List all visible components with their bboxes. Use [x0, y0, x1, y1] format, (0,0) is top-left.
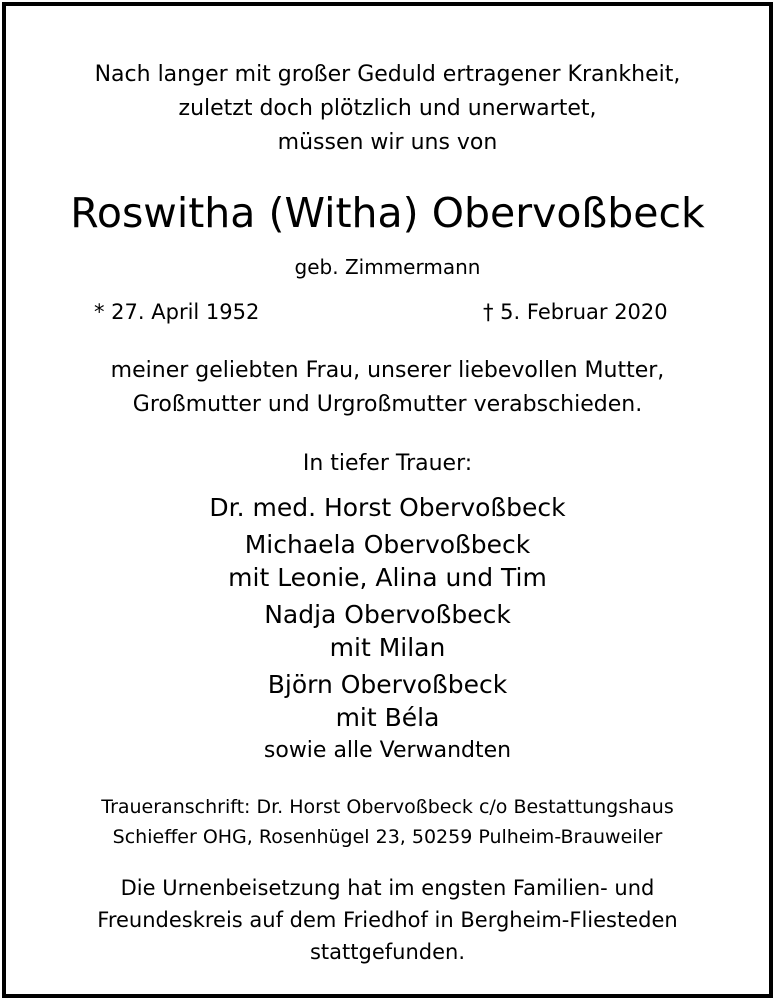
other-relatives: sowie alle Verwandten	[263, 738, 512, 763]
mourner-name: Dr. med. Horst Obervoßbeck	[209, 493, 566, 522]
burial-line-3: stattgefunden.	[309, 940, 465, 964]
mourner-group	[6, 598, 769, 664]
burial-line-1: Die Urnenbeisetzung hat im engsten Familien- und	[120, 876, 655, 900]
mourner-group	[6, 528, 769, 594]
mourners-list	[6, 491, 769, 738]
farewell-line-1: meiner geliebten Frau, unserer liebevollen Mutter,	[110, 358, 665, 383]
obituary-notice	[2, 2, 773, 998]
mourner-name: Nadja Obervoßbeck	[264, 600, 511, 629]
burial-line-2: Freundeskreis auf dem Friedhof in Bergheim-Fliesteden	[97, 908, 678, 932]
burial-note	[6, 872, 769, 968]
mourner-relatives: mit Béla	[335, 703, 440, 732]
intro-line-3: müssen wir uns von	[277, 130, 498, 155]
mourner-group	[6, 668, 769, 734]
mourning-heading: In tiefer Trauer:	[302, 451, 473, 476]
deceased-name: Roswitha (Witha) Obervoßbeck	[70, 189, 705, 237]
intro-line-2: zuletzt doch plötzlich und unerwartet,	[178, 96, 597, 121]
intro-text	[6, 58, 769, 160]
intro-line-1: Nach langer mit großer Geduld ertragener Krankheit,	[94, 62, 681, 87]
birth-name: geb. Zimmermann	[294, 255, 481, 279]
mourner-relatives: mit Leonie, Alina und Tim	[228, 563, 547, 592]
farewell-line-2: Großmutter und Urgroßmutter verabschieden.	[132, 392, 643, 417]
farewell-text	[6, 354, 769, 422]
mourner-name: Michaela Obervoßbeck	[244, 530, 531, 559]
address-line-1: Traueranschrift: Dr. Horst Obervoßbeck c/o Bestattungshaus	[101, 796, 674, 818]
death-date: † 5. Februar 2020	[483, 300, 668, 324]
mourner-relatives: mit Milan	[329, 633, 446, 662]
condolence-address	[6, 792, 769, 852]
life-dates	[6, 297, 769, 327]
birth-date: * 27. April 1952	[94, 300, 260, 324]
mourner-name: Björn Obervoßbeck	[267, 670, 508, 699]
address-line-2: Schieffer OHG, Rosenhügel 23, 50259 Pulheim-Brauweiler	[112, 826, 663, 848]
